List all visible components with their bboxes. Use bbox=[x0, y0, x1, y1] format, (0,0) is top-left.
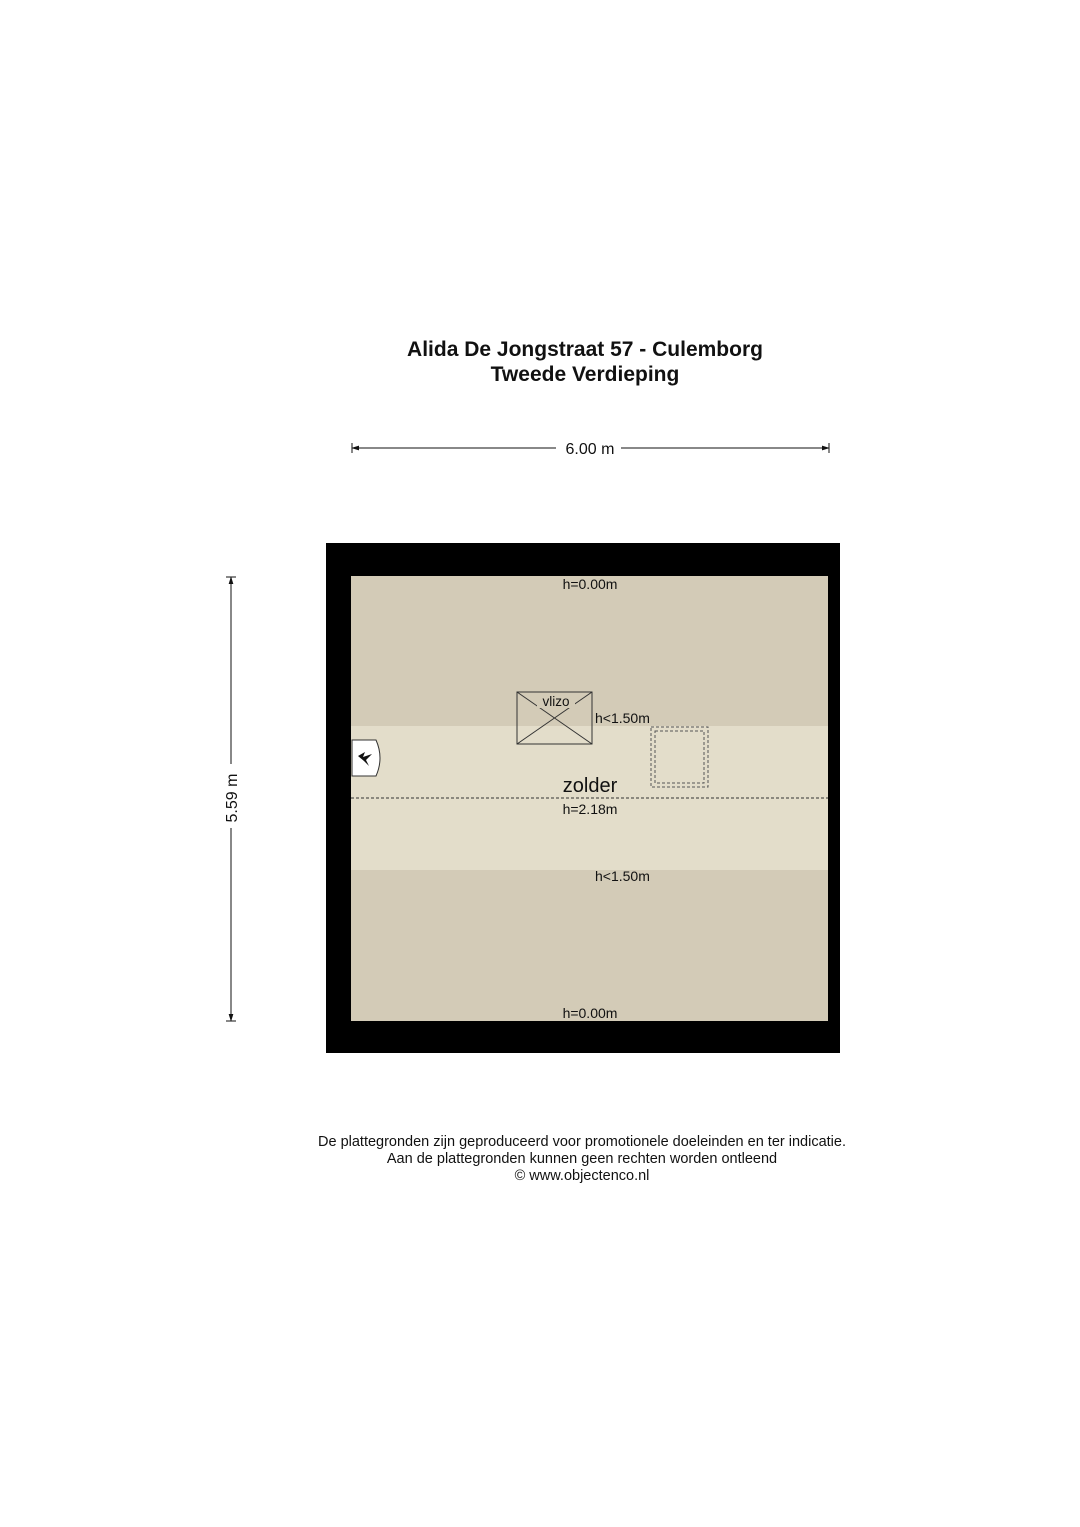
height-dimension bbox=[224, 577, 241, 1021]
width-label: 6.00 m bbox=[565, 441, 615, 458]
disclaimer-line-2: Aan de plattegronden kunnen geen rechten worden ontleend bbox=[386, 1151, 778, 1167]
height-label-upper-slope: h<1.50m bbox=[595, 710, 650, 726]
disclaimer-line-1: De plattegronden zijn geproduceerd voor promotionele doeleinden en ter indicatie. bbox=[318, 1134, 846, 1150]
height-label-bottom: h=0.00m bbox=[562, 1005, 618, 1021]
height-label-lower-slope: h<1.50m bbox=[595, 868, 650, 884]
floor-subtitle: Tweede Verdieping bbox=[490, 363, 680, 386]
room-name: zolder bbox=[562, 775, 618, 797]
boiler-icon bbox=[352, 740, 380, 776]
width-dimension bbox=[352, 441, 829, 458]
height-label-center: h=2.18m bbox=[562, 801, 618, 817]
height-label: 5.59 m bbox=[224, 773, 241, 823]
low-ceiling-zone-bottom bbox=[351, 870, 828, 1021]
hatch-label: vlizo bbox=[542, 694, 570, 709]
low-ceiling-zone-top bbox=[351, 576, 828, 726]
copyright-line: © www.objectenco.nl bbox=[514, 1168, 650, 1184]
page-title: Alida De Jongstraat 57 - Culemborg bbox=[407, 338, 763, 361]
height-label-top: h=0.00m bbox=[562, 576, 618, 592]
